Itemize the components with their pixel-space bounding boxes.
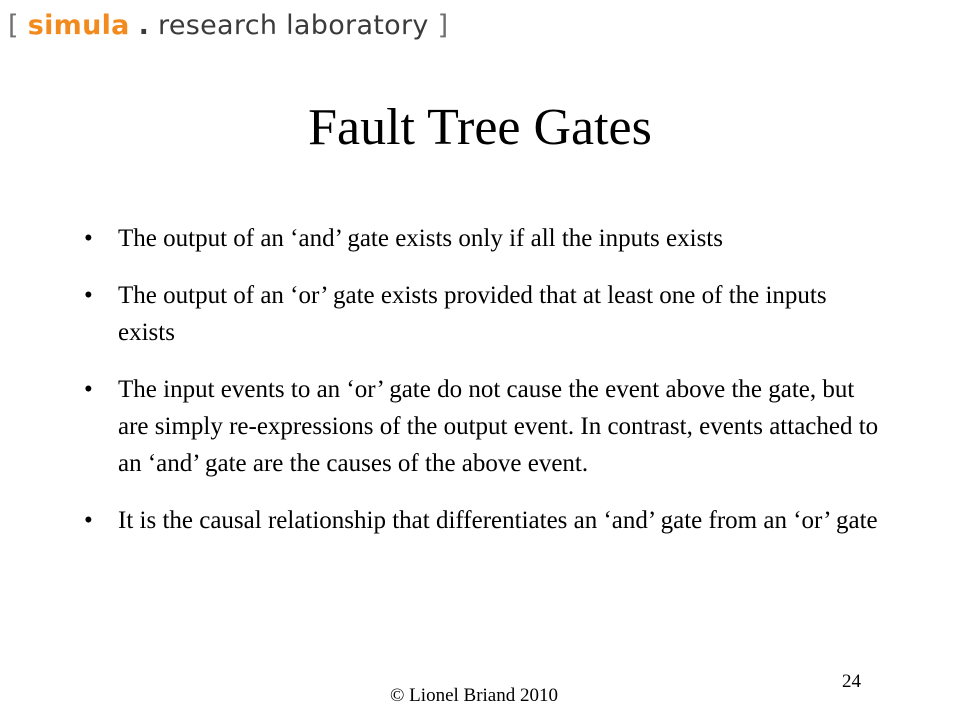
logo-dot: . xyxy=(138,10,150,41)
logo-close-bracket: ] xyxy=(437,10,449,41)
bullet-icon: • xyxy=(84,507,93,534)
bullet-item xyxy=(82,371,882,482)
bullet-text: The input events to an ‘or’ gate do not cause the event above the gate, but are simply re-expressions of the output event. In contrast, events attached to an ‘and’ gate are the causes of the above event. xyxy=(118,376,879,477)
copyright-notice: © Lionel Briand 2010 xyxy=(390,685,558,706)
logo-text: research laboratory xyxy=(158,10,429,41)
bullet-text: The output of an ‘and’ gate exists only if all the inputs exists xyxy=(118,225,723,252)
bullet-text: The output of an ‘or’ gate exists provided that at least one of the inputs exists xyxy=(118,282,827,346)
page-number: 24 xyxy=(842,671,861,692)
bullet-text: It is the causal relationship that differentiates an ‘and’ gate from an ‘or’ gate xyxy=(118,507,878,534)
bullet-item xyxy=(82,220,882,257)
bullet-item xyxy=(82,502,882,539)
simula-logo xyxy=(8,8,448,44)
logo-open-bracket: [ xyxy=(8,10,19,41)
bullet-icon: • xyxy=(84,282,93,309)
bullet-icon: • xyxy=(84,376,93,403)
bullet-list xyxy=(82,220,882,559)
slide-title: Fault Tree Gates xyxy=(308,99,652,156)
logo-brand: simula xyxy=(27,10,130,41)
bullet-icon: • xyxy=(84,225,93,252)
bullet-item xyxy=(82,277,882,351)
